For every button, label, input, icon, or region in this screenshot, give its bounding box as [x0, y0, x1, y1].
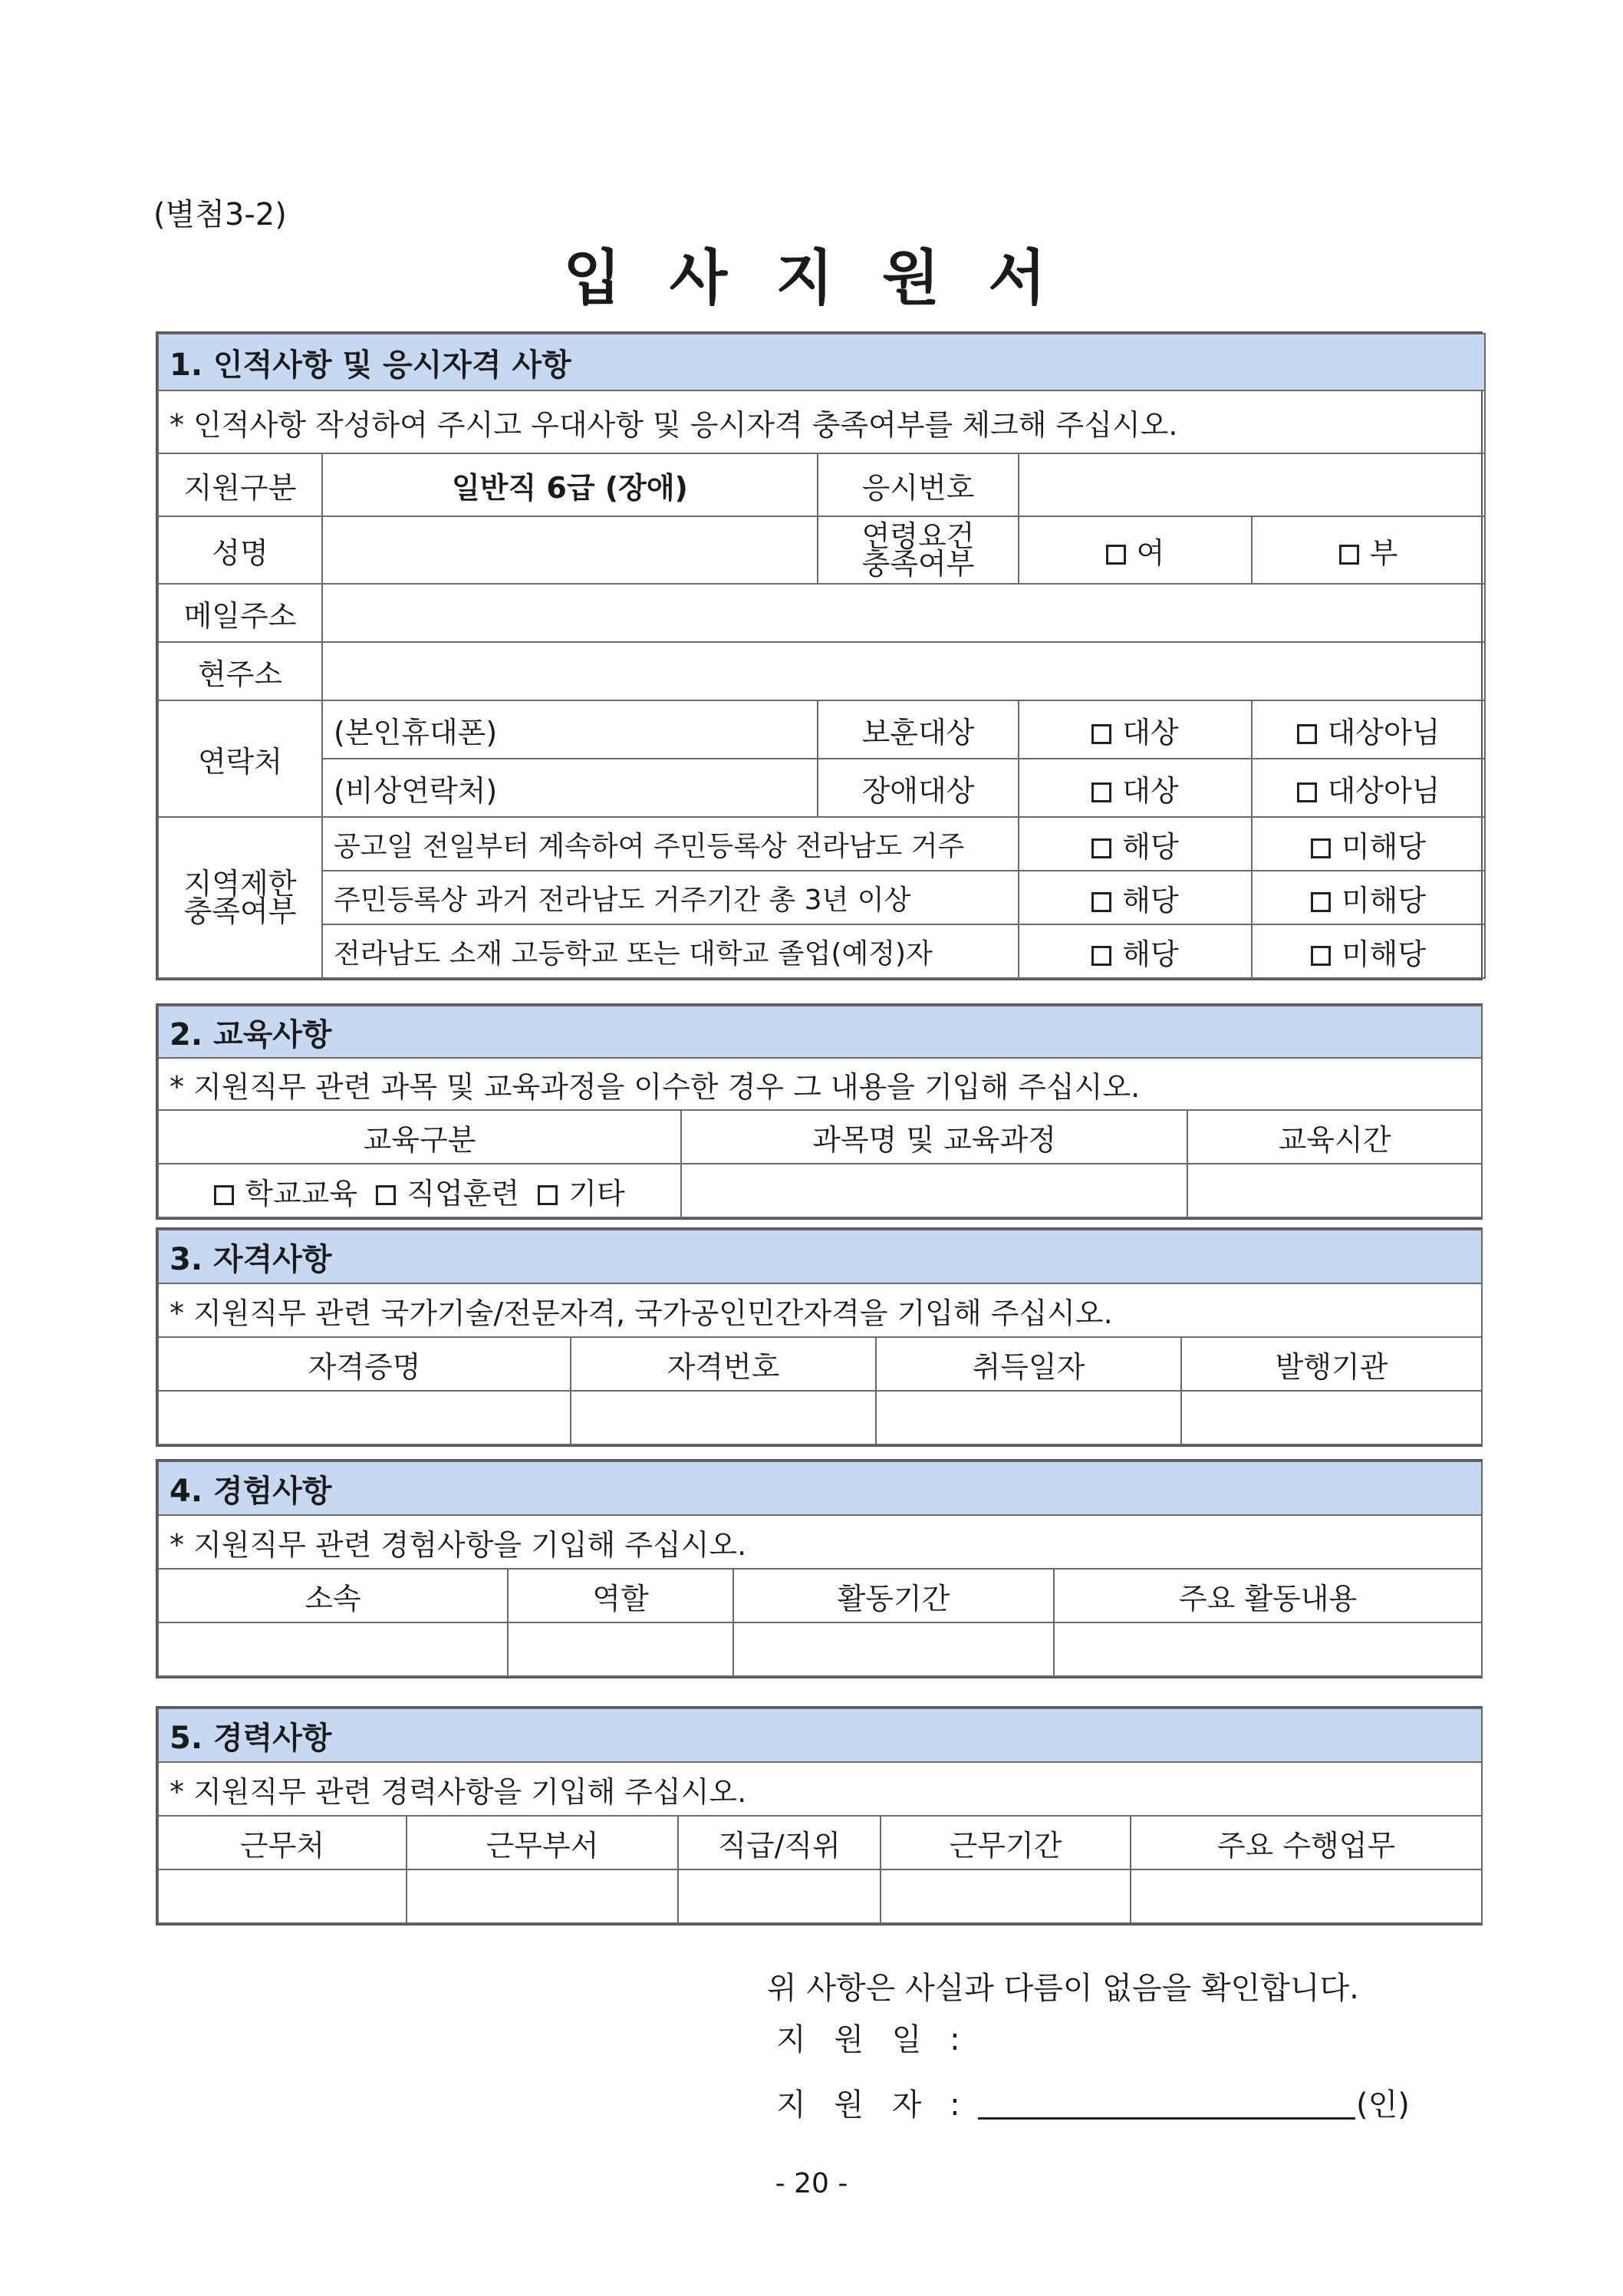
checkbox-icon[interactable]	[214, 1185, 234, 1205]
application-date-label: 지 원 일 :	[776, 2022, 970, 2057]
region-item: 공고일 전일부터 계속하여 주민등록상 전라남도 거주	[322, 817, 1019, 871]
document-title: 입 사 지 원 서	[563, 244, 1060, 313]
option-vocational[interactable]: 직업훈련	[376, 1177, 519, 1211]
seal-mark: (인)	[1356, 2087, 1410, 2123]
checkbox-icon[interactable]	[1091, 838, 1111, 858]
checkbox-icon[interactable]	[538, 1185, 558, 1205]
section-certifications	[156, 1227, 1483, 1447]
column-header: 소속	[158, 1569, 508, 1622]
exam-number-label: 응시번호	[818, 453, 1019, 516]
address-label: 현주소	[158, 642, 322, 700]
column-header: 근무기간	[881, 1816, 1131, 1869]
checkbox-icon[interactable]	[376, 1185, 396, 1205]
column-header: 교육구분	[158, 1110, 681, 1164]
address-field[interactable]	[322, 642, 1485, 700]
region-item: 주민등록상 과거 전라남도 거주기간 총 3년 이상	[322, 871, 1019, 924]
email-label: 메일주소	[158, 584, 322, 642]
section-header: 4. 경험사항	[158, 1461, 1482, 1515]
applicant-label: 지 원 자 :	[776, 2087, 970, 2123]
checkbox-icon[interactable]	[1091, 724, 1111, 744]
exam-number-field[interactable]	[1019, 453, 1485, 516]
column-header: 근무부서	[407, 1816, 678, 1869]
column-header: 근무처	[158, 1816, 407, 1869]
checkbox-icon[interactable]	[1311, 838, 1331, 858]
checkbox-icon[interactable]	[1297, 724, 1317, 744]
age-yes-option[interactable]: 여	[1019, 516, 1252, 584]
mobile-field[interactable]: (본인휴대폰)	[322, 700, 818, 759]
work-period-field[interactable]	[881, 1869, 1131, 1923]
position-field[interactable]	[678, 1869, 881, 1923]
cert-name-field[interactable]	[158, 1391, 571, 1444]
section-header: 1. 인적사항 및 응시자격 사항	[158, 334, 1485, 390]
checkbox-icon[interactable]	[1091, 946, 1111, 966]
section-header: 5. 경력사항	[158, 1708, 1482, 1762]
column-header: 역할	[508, 1569, 733, 1622]
section-note: * 인적사항 작성하여 주시고 우대사항 및 응시자격 충족여부를 체크해 주십시오.	[158, 390, 1485, 453]
page-number: - 20 -	[775, 2168, 848, 2199]
column-header: 주요 활동내용	[1054, 1569, 1482, 1622]
department-field[interactable]	[407, 1869, 678, 1923]
column-header: 자격번호	[571, 1337, 876, 1391]
disabled-yes-option[interactable]: 대상	[1019, 759, 1252, 817]
column-header: 취득일자	[876, 1337, 1181, 1391]
cert-date-field[interactable]	[876, 1391, 1181, 1444]
region-not-applies-option[interactable]: 미해당	[1252, 817, 1485, 871]
veteran-no-option[interactable]: 대상아님	[1252, 700, 1485, 759]
section-header: 3. 자격사항	[158, 1230, 1482, 1283]
region-not-applies-option[interactable]: 미해당	[1252, 924, 1485, 978]
cert-number-field[interactable]	[571, 1391, 876, 1444]
activity-period-field[interactable]	[733, 1622, 1054, 1676]
checkbox-icon[interactable]	[1106, 545, 1126, 565]
apply-type-label: 지원구분	[158, 453, 322, 516]
section-note: * 지원직무 관련 경력사항을 기입해 주십시오.	[158, 1762, 1482, 1816]
column-header: 자격증명	[158, 1337, 571, 1391]
option-other[interactable]: 기타	[538, 1177, 624, 1211]
column-header: 주요 수행업무	[1131, 1816, 1482, 1869]
section-note: * 지원직무 관련 과목 및 교육과정을 이수한 경우 그 내용을 기입해 주십시오.	[158, 1058, 1482, 1110]
region-not-applies-option[interactable]: 미해당	[1252, 871, 1485, 924]
checkbox-icon[interactable]	[1311, 946, 1331, 966]
contact-label: 연락처	[158, 700, 322, 817]
section-personal-info	[156, 331, 1483, 980]
course-field[interactable]	[681, 1164, 1187, 1217]
column-header: 활동기간	[733, 1569, 1054, 1622]
section-header: 2. 교육사항	[158, 1006, 1482, 1058]
section-career	[156, 1706, 1483, 1925]
column-header: 발행기관	[1181, 1337, 1482, 1391]
column-header: 직급/직위	[678, 1816, 881, 1869]
signature-line[interactable]	[978, 2117, 1355, 2120]
region-applies-option[interactable]: 해당	[1019, 871, 1252, 924]
region-requirement-label: 지역제한 충족여부	[158, 817, 322, 978]
main-duties-field[interactable]	[1131, 1869, 1482, 1923]
checkbox-icon[interactable]	[1091, 782, 1111, 802]
region-item: 전라남도 소재 고등학교 또는 대학교 졸업(예정)자	[322, 924, 1019, 978]
workplace-field[interactable]	[158, 1869, 407, 1923]
name-field[interactable]	[322, 516, 818, 584]
hours-field[interactable]	[1187, 1164, 1482, 1217]
education-type-options	[158, 1164, 681, 1217]
apply-type-value: 일반직 6급 (장애)	[322, 453, 818, 516]
cert-issuer-field[interactable]	[1181, 1391, 1482, 1444]
email-field[interactable]	[322, 584, 1485, 642]
veteran-yes-option[interactable]: 대상	[1019, 700, 1252, 759]
disabled-no-option[interactable]: 대상아님	[1252, 759, 1485, 817]
section-note: * 지원직무 관련 경험사항을 기입해 주십시오.	[158, 1515, 1482, 1569]
confirmation-statement: 위 사항은 사실과 다름이 없음을 확인합니다.	[767, 1971, 1359, 2006]
disabled-label: 장애대상	[818, 759, 1019, 817]
checkbox-icon[interactable]	[1339, 545, 1359, 565]
emergency-contact-field[interactable]: (비상연락처)	[322, 759, 818, 817]
section-experience	[156, 1459, 1483, 1678]
option-school[interactable]: 학교교육	[214, 1177, 357, 1211]
section-note: * 지원직무 관련 국가기술/전문자격, 국가공인민간자격을 기입해 주십시오.	[158, 1283, 1482, 1337]
age-requirement-label: 연령요건 충족여부	[818, 516, 1019, 584]
region-applies-option[interactable]: 해당	[1019, 817, 1252, 871]
affiliation-field[interactable]	[158, 1622, 508, 1676]
checkbox-icon[interactable]	[1091, 892, 1111, 912]
column-header: 과목명 및 교육과정	[681, 1110, 1187, 1164]
region-applies-option[interactable]: 해당	[1019, 924, 1252, 978]
age-no-option[interactable]: 부	[1252, 516, 1485, 584]
role-field[interactable]	[508, 1622, 733, 1676]
checkbox-icon[interactable]	[1297, 782, 1317, 802]
checkbox-icon[interactable]	[1311, 892, 1331, 912]
activity-details-field[interactable]	[1054, 1622, 1482, 1676]
attachment-label: (별첨3-2)	[153, 197, 287, 232]
column-header: 교육시간	[1187, 1110, 1482, 1164]
name-label: 성명	[158, 516, 322, 584]
veteran-label: 보훈대상	[818, 700, 1019, 759]
section-education	[156, 1003, 1483, 1220]
